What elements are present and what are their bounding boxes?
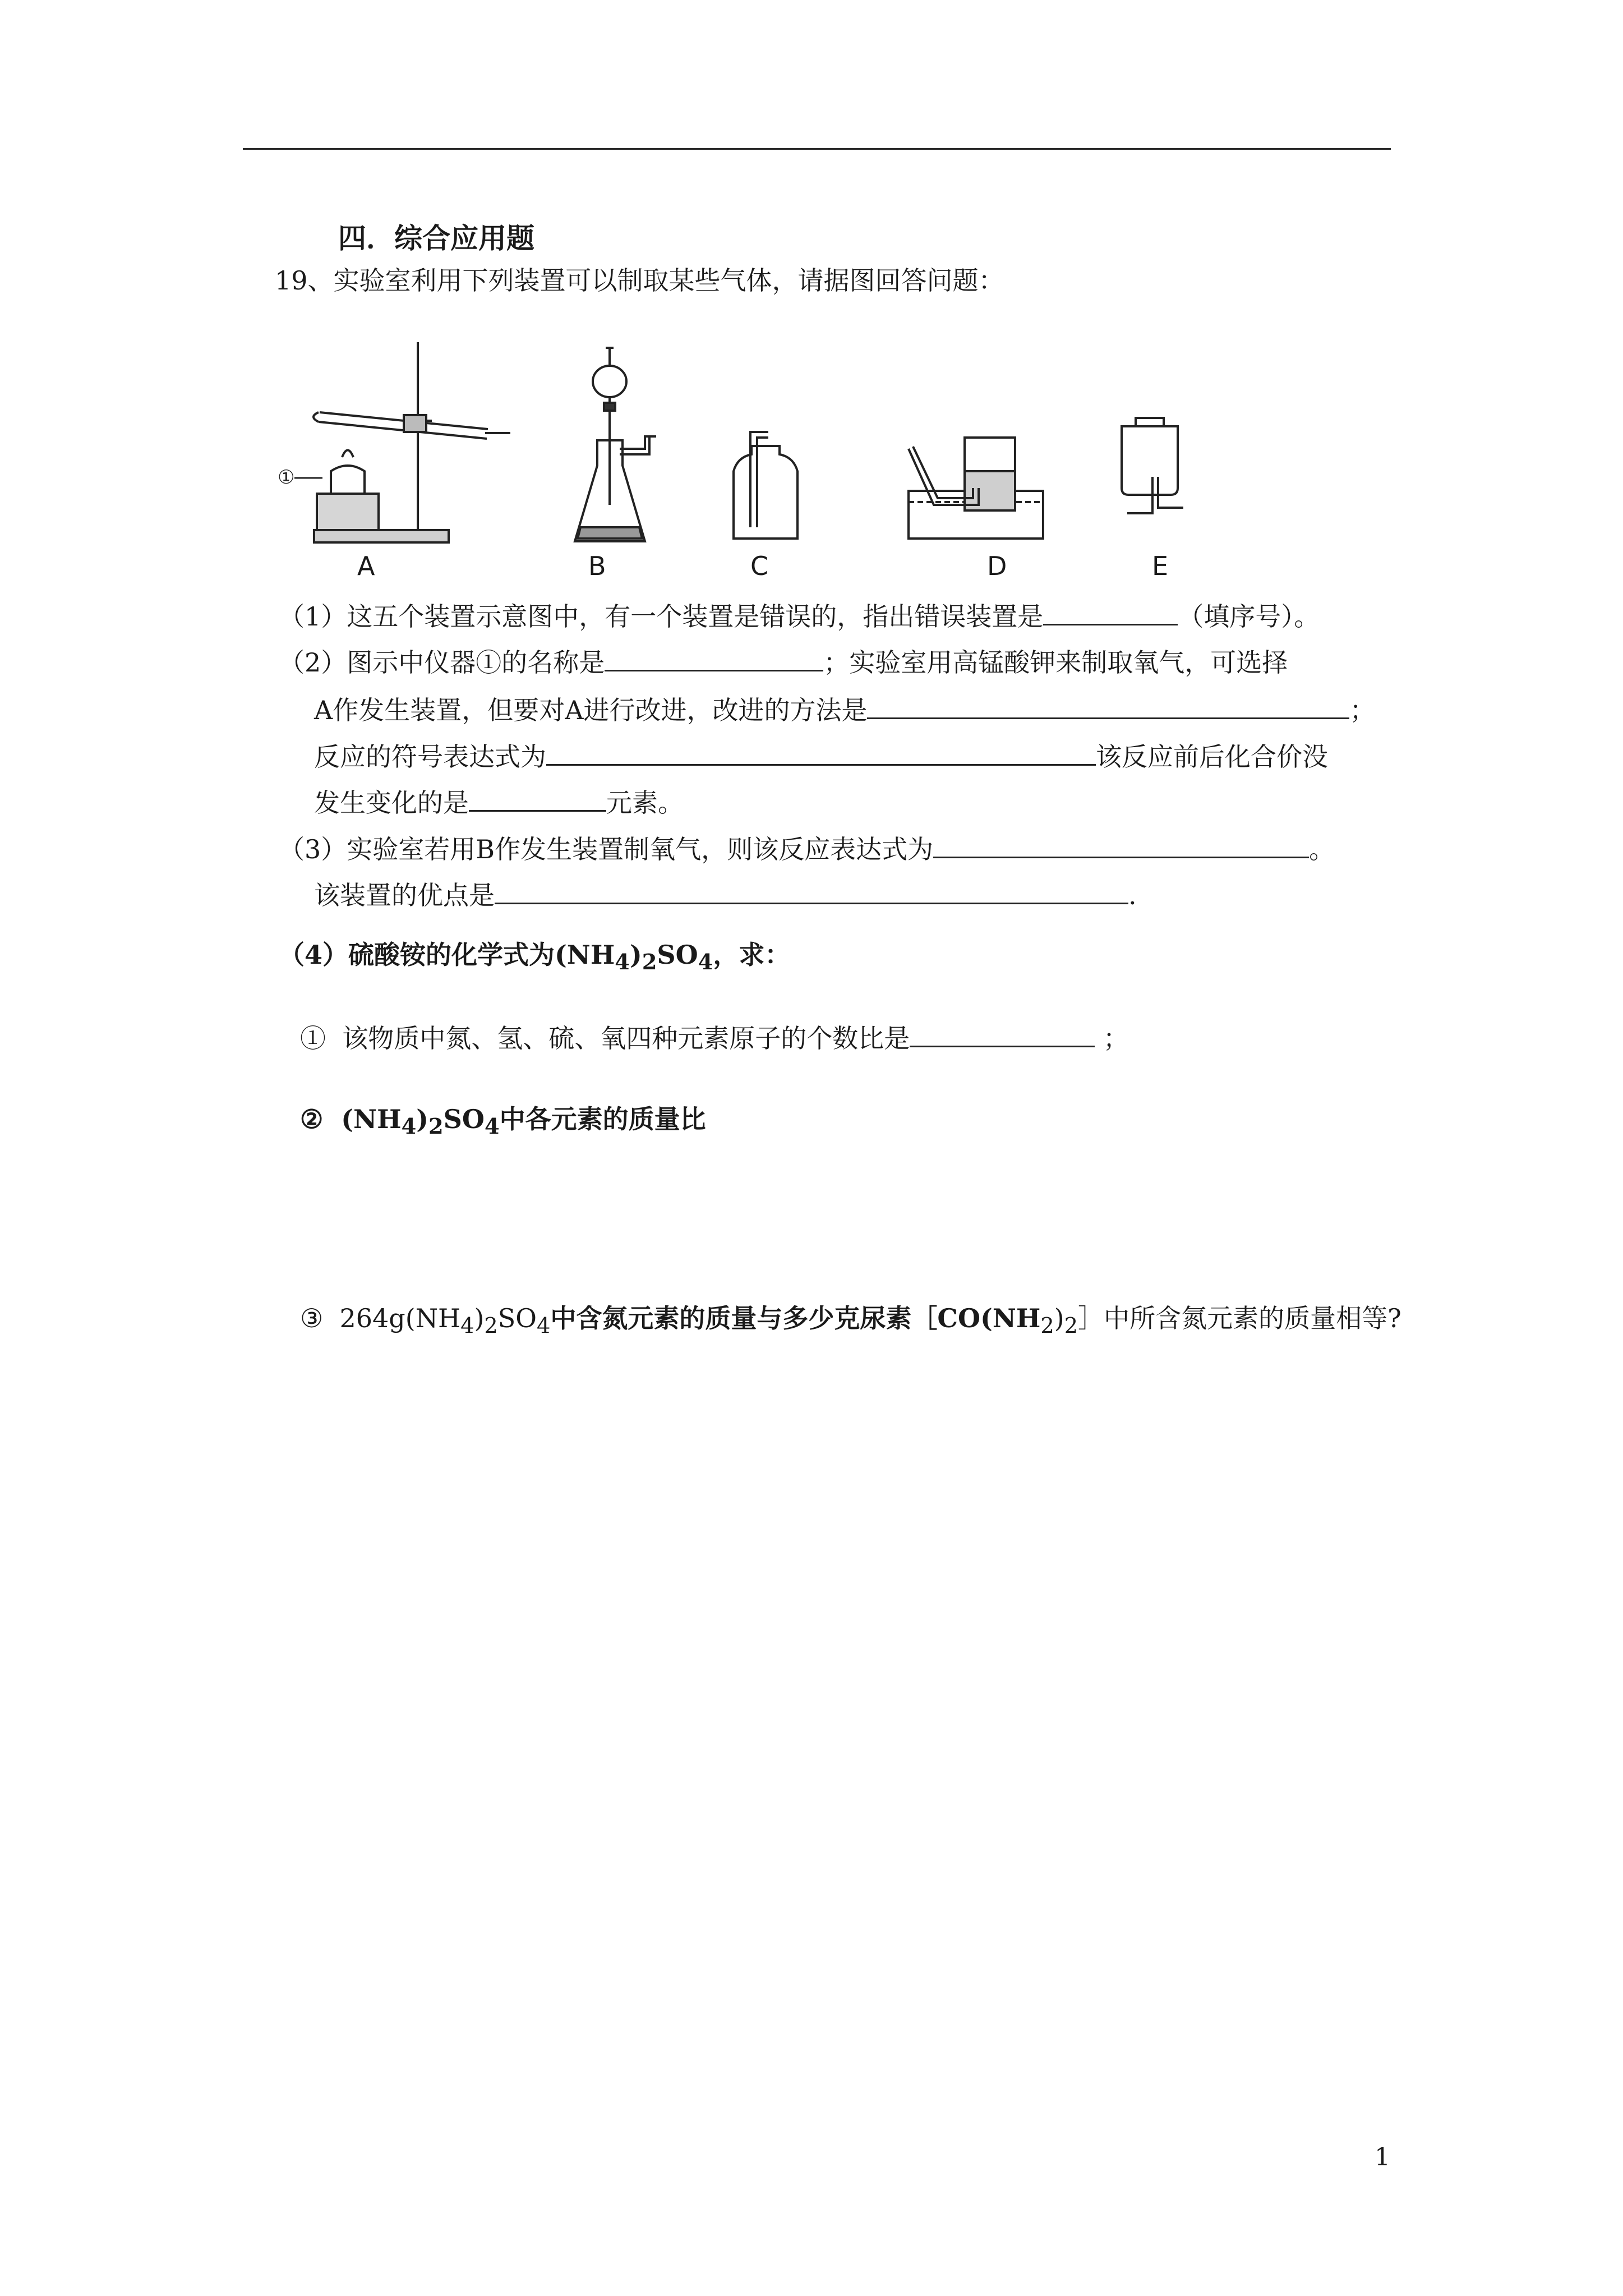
answer-blank[interactable] [495, 878, 1128, 904]
figure-label-d: D [987, 551, 1007, 581]
answer-blank[interactable] [469, 785, 606, 812]
header-rule [243, 148, 1391, 150]
figure-label-b: B [588, 551, 606, 581]
figure-label-c: C [750, 551, 769, 581]
apparatus-d [909, 438, 1043, 539]
answer-blank[interactable] [867, 693, 1349, 719]
sub-question-3-line-2: 该装置的优点是 . [314, 878, 1137, 912]
apparatus-b [575, 348, 656, 541]
sub-question-4: （4）硫酸铵的化学式为$(NH_4)_2SO_4$，求： [279, 940, 791, 976]
sub-question-2-line-3: 反应的符号表达式为 该反应前后化合价没 [314, 739, 1328, 774]
item-3: ③ $264g(NH_4)_2SO_4$中含氮元素的质量与多少克尿素$[CO(NH_2)_2]$中所含氮元素的质量相等? [300, 1303, 1401, 1339]
sub-question-2-line-2: A作发生装置，但要对A进行改进，改进的方法是 ； [314, 693, 1375, 727]
answer-blank[interactable] [546, 739, 1096, 766]
sub-question-3-line-1: （3）实验室若用B作发生装置制氧气，则该反应表达式为 。 [279, 832, 1335, 866]
section-title: 四．综合应用题 [338, 222, 534, 255]
answer-blank[interactable] [605, 645, 823, 671]
apparatus-c [734, 432, 797, 539]
apparatus-e [1122, 418, 1183, 513]
sub-question-2-line-1: （2）图示中仪器①的名称是 ；实验室用高锰酸钾来制取氧气，可选择 [279, 645, 1288, 679]
apparatus-a [294, 342, 510, 542]
answer-blank[interactable] [910, 1021, 1095, 1047]
item-1: ① 该物质中氮、氢、硫、氧四种元素原子的个数比是 ； [300, 1021, 1129, 1055]
figure-label-a: A [357, 551, 375, 581]
answer-blank[interactable] [1043, 599, 1178, 625]
figure-label-e: E [1152, 551, 1169, 581]
sub-question-2-line-4: 发生变化的是 元素。 [314, 785, 684, 820]
apparatus-figure [269, 337, 1267, 550]
page-number: 1 [1375, 2143, 1390, 2171]
item-2: ② $(NH_4)_2SO_4$中各元素的质量比 [300, 1104, 706, 1140]
sub-question-1: （1）这五个装置示意图中，有一个装置是错误的，指出错误装置是 （填序号）。 [279, 599, 1320, 633]
question-intro: 19、实验室利用下列装置可以制取某些气体，请据图回答问题： [275, 265, 1004, 296]
part-marker: ① [278, 466, 295, 489]
answer-blank[interactable] [933, 832, 1309, 858]
